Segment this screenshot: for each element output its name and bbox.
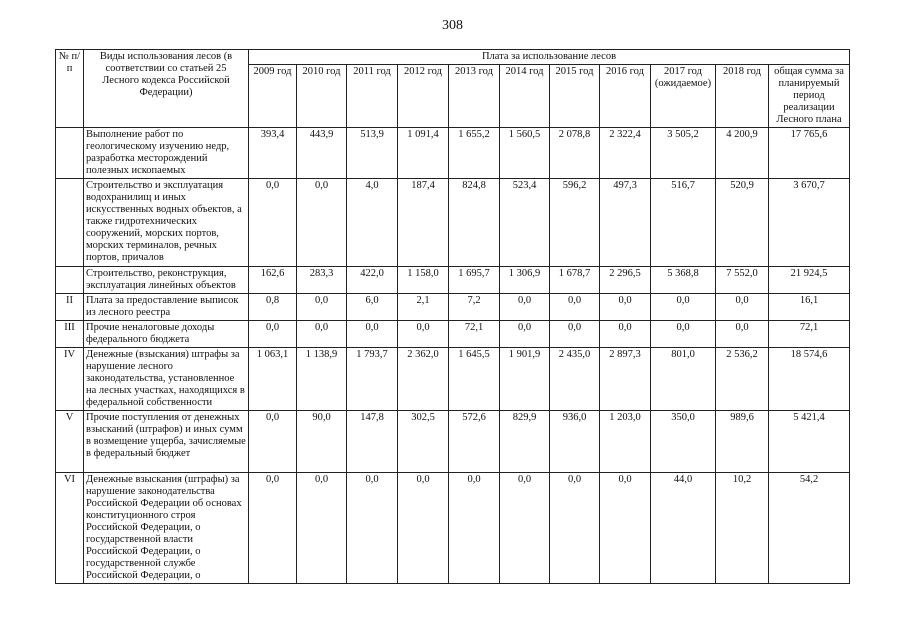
table-row (56, 294, 850, 321)
header-year: 2011 год (347, 65, 398, 128)
value-cell: 0,0 (297, 321, 347, 348)
value-cell: 0,0 (249, 411, 297, 473)
value-cell: 0,0 (500, 473, 550, 584)
header-usage-type: Виды использования лесов (в соответствии со статьей 25 Лесного кодекса Российской Федерации) (84, 50, 249, 128)
value-cell: 17 765,6 (769, 128, 850, 179)
value-cell: 0,0 (600, 294, 651, 321)
usage-type-cell: Плата за предоставление выписок из лесного реестра (84, 294, 249, 321)
value-cell: 0,0 (297, 179, 347, 267)
value-cell: 0,0 (550, 321, 600, 348)
value-cell: 0,0 (297, 294, 347, 321)
value-cell: 0,0 (550, 473, 600, 584)
value-cell: 283,3 (297, 267, 347, 294)
value-cell: 72,1 (449, 321, 500, 348)
value-cell: 2 296,5 (600, 267, 651, 294)
value-cell: 1 091,4 (398, 128, 449, 179)
value-cell: 3 670,7 (769, 179, 850, 267)
header-year: 2017 год (ожидаемое) (651, 65, 716, 128)
value-cell: 187,4 (398, 179, 449, 267)
usage-type-cell: Прочие поступления от денежных взысканий (штрафов) и иных сумм в возмещение ущерба, зачисляемые в федеральный бюджет (84, 411, 249, 473)
value-cell: 0,0 (347, 321, 398, 348)
value-cell: 824,8 (449, 179, 500, 267)
usage-type-cell: Денежные взыскания (штрафы) за нарушение законодательства Российской Федерации об основах конституционного строя Российской Федерации, о государственной власти Российской Федерации, о государственной службе Российской Федерации, о (84, 473, 249, 584)
forest-payments-table (55, 49, 850, 584)
value-cell: 1 158,0 (398, 267, 449, 294)
header-year: 2015 год (550, 65, 600, 128)
value-cell: 1 695,7 (449, 267, 500, 294)
value-cell: 829,9 (500, 411, 550, 473)
value-cell: 1 655,2 (449, 128, 500, 179)
value-cell: 0,0 (600, 321, 651, 348)
value-cell: 4,0 (347, 179, 398, 267)
header-year: 2010 год (297, 65, 347, 128)
row-number: II (56, 294, 84, 321)
row-number (56, 179, 84, 267)
table-row (56, 128, 850, 179)
value-cell: 10,2 (716, 473, 769, 584)
usage-type-cell: Прочие неналоговые доходы федерального бюджета (84, 321, 249, 348)
row-number: V (56, 411, 84, 473)
value-cell: 422,0 (347, 267, 398, 294)
value-cell: 0,0 (249, 179, 297, 267)
value-cell: 18 574,6 (769, 348, 850, 411)
value-cell: 596,2 (550, 179, 600, 267)
header-year: общая сумма за планируемый период реализации Лесного плана (769, 65, 850, 128)
value-cell: 72,1 (769, 321, 850, 348)
value-cell: 90,0 (297, 411, 347, 473)
table-row (56, 411, 850, 473)
value-cell: 520,9 (716, 179, 769, 267)
usage-type-cell: Строительство, реконструкция, эксплуатация линейных объектов (84, 267, 249, 294)
value-cell: 7,2 (449, 294, 500, 321)
table-row (56, 473, 850, 584)
page-number: 308 (442, 18, 463, 33)
header-year: 2014 год (500, 65, 550, 128)
value-cell: 936,0 (550, 411, 600, 473)
value-cell: 16,1 (769, 294, 850, 321)
table-row (56, 267, 850, 294)
value-cell: 0,0 (716, 321, 769, 348)
header-year: 2009 год (249, 65, 297, 128)
value-cell: 162,6 (249, 267, 297, 294)
value-cell: 801,0 (651, 348, 716, 411)
value-cell: 0,0 (651, 294, 716, 321)
value-cell: 1 063,1 (249, 348, 297, 411)
header-year: 2013 год (449, 65, 500, 128)
header-no: № п/п (56, 50, 84, 128)
value-cell: 2,1 (398, 294, 449, 321)
value-cell: 54,2 (769, 473, 850, 584)
value-cell: 3 505,2 (651, 128, 716, 179)
value-cell: 497,3 (600, 179, 651, 267)
value-cell: 572,6 (449, 411, 500, 473)
row-number: IV (56, 348, 84, 411)
value-cell: 147,8 (347, 411, 398, 473)
value-cell: 2 536,2 (716, 348, 769, 411)
value-cell: 5 421,4 (769, 411, 850, 473)
value-cell: 0,8 (249, 294, 297, 321)
value-cell: 1 678,7 (550, 267, 600, 294)
value-cell: 5 368,8 (651, 267, 716, 294)
value-cell: 0,0 (651, 321, 716, 348)
row-number (56, 267, 84, 294)
value-cell: 523,4 (500, 179, 550, 267)
value-cell: 7 552,0 (716, 267, 769, 294)
value-cell: 350,0 (651, 411, 716, 473)
value-cell: 302,5 (398, 411, 449, 473)
value-cell: 0,0 (249, 473, 297, 584)
value-cell: 1 560,5 (500, 128, 550, 179)
header-year: 2012 год (398, 65, 449, 128)
value-cell: 0,0 (297, 473, 347, 584)
value-cell: 516,7 (651, 179, 716, 267)
row-number: III (56, 321, 84, 348)
value-cell: 21 924,5 (769, 267, 850, 294)
value-cell: 1 901,9 (500, 348, 550, 411)
value-cell: 1 138,9 (297, 348, 347, 411)
usage-type-cell: Выполнение работ по геологическому изучению недр, разработка месторождений полезных ископаемых (84, 128, 249, 179)
value-cell: 0,0 (500, 294, 550, 321)
value-cell: 2 897,3 (600, 348, 651, 411)
row-number: VI (56, 473, 84, 584)
value-cell: 0,0 (249, 321, 297, 348)
value-cell: 1 793,7 (347, 348, 398, 411)
usage-type-cell: Денежные (взыскания) штрафы за нарушение лесного законодательства, установленное на лесных участках, находящихся в федеральной собственности (84, 348, 249, 411)
value-cell: 44,0 (651, 473, 716, 584)
value-cell: 2 435,0 (550, 348, 600, 411)
value-cell: 0,0 (500, 321, 550, 348)
value-cell: 2 078,8 (550, 128, 600, 179)
value-cell: 1 203,0 (600, 411, 651, 473)
value-cell: 0,0 (398, 473, 449, 584)
header-payment-group: Плата за использование лесов (249, 50, 850, 65)
value-cell: 0,0 (600, 473, 651, 584)
value-cell: 393,4 (249, 128, 297, 179)
value-cell: 2 362,0 (398, 348, 449, 411)
header-year: 2018 год (716, 65, 769, 128)
row-number (56, 128, 84, 179)
value-cell: 443,9 (297, 128, 347, 179)
table-row (56, 321, 850, 348)
value-cell: 1 306,9 (500, 267, 550, 294)
header-year: 2016 год (600, 65, 651, 128)
value-cell: 0,0 (398, 321, 449, 348)
value-cell: 513,9 (347, 128, 398, 179)
value-cell: 0,0 (716, 294, 769, 321)
value-cell: 2 322,4 (600, 128, 651, 179)
value-cell: 4 200,9 (716, 128, 769, 179)
table-row (56, 179, 850, 267)
value-cell: 1 645,5 (449, 348, 500, 411)
table-row (56, 348, 850, 411)
value-cell: 0,0 (347, 473, 398, 584)
value-cell: 0,0 (449, 473, 500, 584)
value-cell: 0,0 (550, 294, 600, 321)
value-cell: 6,0 (347, 294, 398, 321)
usage-type-cell: Строительство и эксплуатация водохранилищ и иных искусственных водных объектов, а также гидротехнических сооружений, морских портов, морских терминалов, речных портов, причалов (84, 179, 249, 267)
value-cell: 989,6 (716, 411, 769, 473)
